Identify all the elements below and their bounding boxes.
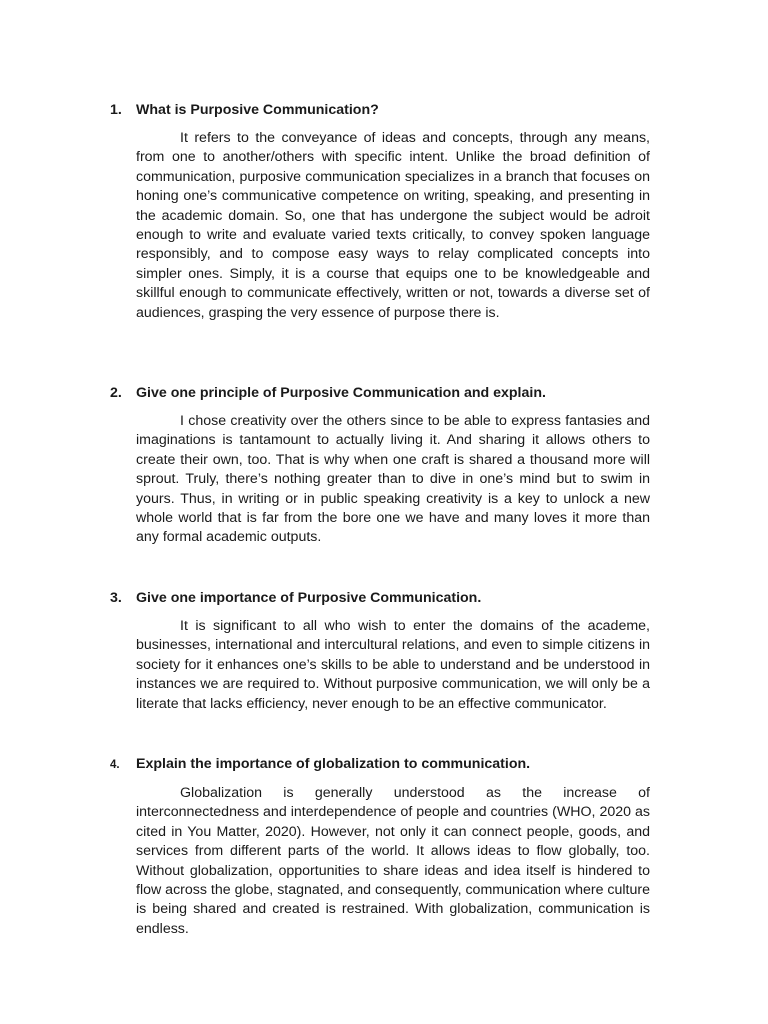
question-3	[110, 589, 650, 714]
question-3-title: Give one importance of Purposive Communication.	[136, 590, 482, 606]
question-1-answer: It refers to the conveyance of ideas and concepts, through any means, from one to another/others with specific intent. Unlike the broad definition of communication, purposive communication specializes in a branch that focuses on honing one’s communicative competence on writing, speaking, and presenting in the academic domain. So, one that has undergone the subject would be adroit enough to write and evaluate varied texts critically, to convey spoken language responsibly, and to compose easy ways to relay complicated concepts into simpler ones. Simply, it is a course that equips one to be knowledgeable and skillful enough to communicate effectively, written or not, towards a diverse set of audiences, grasping the very essence of purpose there is.	[136, 130, 650, 321]
question-2-answer: I chose creativity over the others since to be able to express fantasies and imaginations is tantamount to actually living it. And sharing it allows others to create their own, too. That is why when one craft is shared a thousand more will sprout. Truly, there’s nothing greater than to dive in one’s mind but to swim in yours. Thus, in writing or in public speaking creativity is a key to unlock a new whole world that is far from the bore one we have and many loves it more than any formal academic outputs.	[136, 413, 650, 546]
question-1	[110, 101, 650, 323]
question-4-answer: Globalization is generally understood as the increase of interconnectedness and interdependence of people and countries (WHO, 2020 as cited in You Matter, 2020). However, not only it can connect people, goods, and services from different parts of the world. It allows ideas to flow globally, too. Without globalization, opportunities to share ideas and idea itself is hindered to flow across the globe, stagnated, and consequently, communication where culture is being shared and created is restrained. With globalization, communication is endless.	[136, 785, 650, 937]
question-2-heading	[110, 384, 650, 403]
question-4-number: 4.	[110, 759, 120, 771]
question-4	[110, 755, 650, 939]
question-1-number: 1.	[110, 102, 122, 118]
question-3-number: 3.	[110, 590, 122, 606]
question-2-number: 2.	[110, 385, 122, 401]
question-1-heading	[110, 101, 650, 120]
question-3-answer: It is significant to all who wish to enter the domains of the academe, businesses, international and intercultural relations, and even to simple citizens in society for it enhances one’s skills to be able to understand and be understood in instances we are required to. Without purposive communication, we will only be a literate that lacks efficiency, never enough to be an effective communicator.	[136, 618, 650, 712]
question-2	[110, 384, 650, 548]
question-3-heading	[110, 589, 650, 608]
question-1-title: What is Purposive Communication?	[136, 102, 379, 118]
question-2-title: Give one principle of Purposive Communication and explain.	[136, 385, 546, 401]
question-4-heading	[110, 755, 650, 775]
question-4-title: Explain the importance of globalization to communication.	[136, 756, 531, 772]
